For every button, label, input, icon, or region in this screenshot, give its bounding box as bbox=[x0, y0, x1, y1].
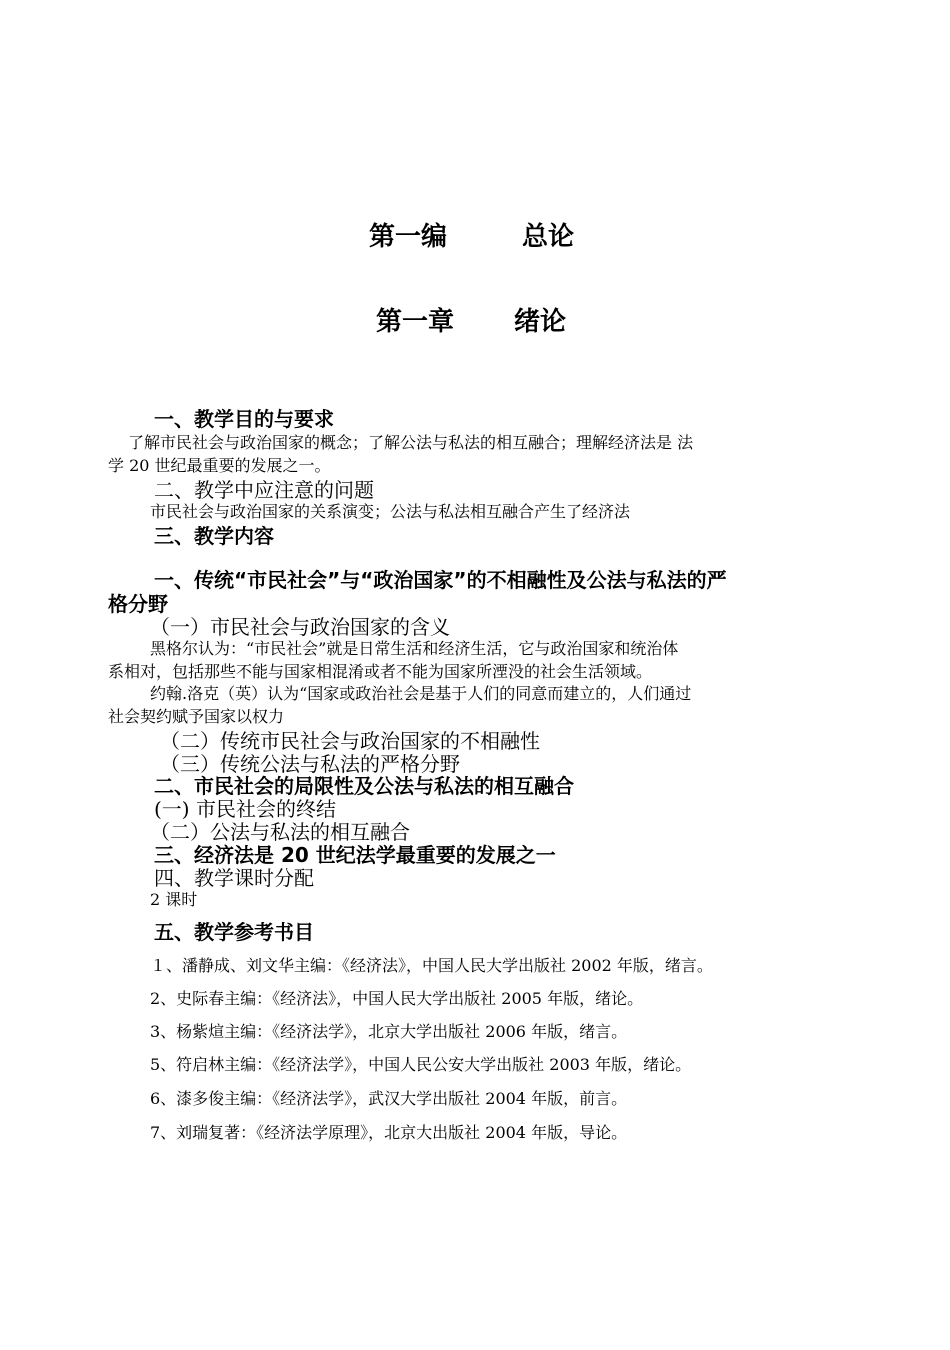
notes-text: 市民社会与政治国家的关系演变；公法与私法相互融合产生了经济法 bbox=[150, 502, 631, 521]
content-part1-heading-line2: 格分野 bbox=[108, 592, 168, 616]
reference-item: 2、史际春主编：《经济法》，中国人民大学出版社 2005 年版，绪论。 bbox=[150, 989, 644, 1008]
objectives-text-line1: 了解市民社会与政治国家的概念；了解公法与私法的相互融合；理解经济法是 法 bbox=[128, 433, 694, 452]
content-sub3: （三）传统公法与私法的严格分野 bbox=[160, 752, 460, 776]
section-heading-references: 五、教学参考书目 bbox=[154, 920, 314, 944]
reference-item: １、潘静成、刘文华主编：《经济法》，中国人民大学出版社 2002 年版，绪言。 bbox=[150, 956, 713, 975]
content-part1-heading-line1: 一、传统“市民社会”与“政治国家”的不相融性及公法与私法的严 bbox=[154, 568, 727, 592]
locke-text-line2: 社会契约赋予国家以权力 bbox=[108, 707, 285, 726]
objectives-text-line2: 学 20 世纪最重要的发展之一。 bbox=[108, 456, 331, 475]
chapter-label: 第一章 bbox=[376, 307, 455, 337]
chapter-name: 绪论 bbox=[514, 307, 567, 337]
hours-text: 2 课时 bbox=[150, 890, 198, 909]
section-heading-objectives: 一、教学目的与要求 bbox=[154, 407, 334, 431]
locke-text-line1: 约翰.洛克（英）认为“国家或政治社会是基于人们的同意而建立的，人们通过 bbox=[150, 684, 692, 703]
part-label: 第一编 bbox=[369, 222, 448, 252]
section-heading-content: 三、教学内容 bbox=[154, 524, 274, 548]
content-sub2: （二）传统市民社会与政治国家的不相融性 bbox=[160, 729, 540, 753]
reference-item: 5、符启林主编：《经济法学》，中国人民公安大学出版社 2003 年版，绪论。 bbox=[150, 1055, 692, 1074]
section-heading-hours: 四、教学课时分配 bbox=[154, 866, 314, 890]
part-name: 总论 bbox=[522, 222, 575, 252]
section-heading-notes: 二、教学中应注意的问题 bbox=[154, 478, 374, 502]
content-part2-heading: 二、市民社会的局限性及公法与私法的相互融合 bbox=[154, 774, 574, 798]
content-part2-sub2: （二）公法与私法的相互融合 bbox=[150, 820, 410, 844]
content-part2-sub1: (一) 市民社会的终结 bbox=[154, 797, 336, 821]
hegel-text-line1: 黑格尔认为：“市民社会”就是日常生活和经济生活，它与政治国家和统治体 bbox=[150, 639, 679, 658]
reference-item: 7、刘瑞复著：《经济法学原理》，北京大出版社 2004 年版，导论。 bbox=[150, 1123, 628, 1142]
reference-item: 6、漆多俊主编：《经济法学》，武汉大学出版社 2004 年版，前言。 bbox=[150, 1089, 628, 1108]
content-part3-heading: 三、经济法是 20 世纪法学最重要的发展之一 bbox=[154, 843, 556, 867]
hegel-text-line2: 系相对，包括那些不能与国家相混淆或者不能为国家所湮没的社会生活领域。 bbox=[108, 662, 653, 681]
content-sub1: （一）市民社会与政治国家的含义 bbox=[150, 615, 450, 639]
reference-item: 3、杨紫煊主编：《经济法学》，北京大学出版社 2006 年版，绪言。 bbox=[150, 1022, 628, 1041]
